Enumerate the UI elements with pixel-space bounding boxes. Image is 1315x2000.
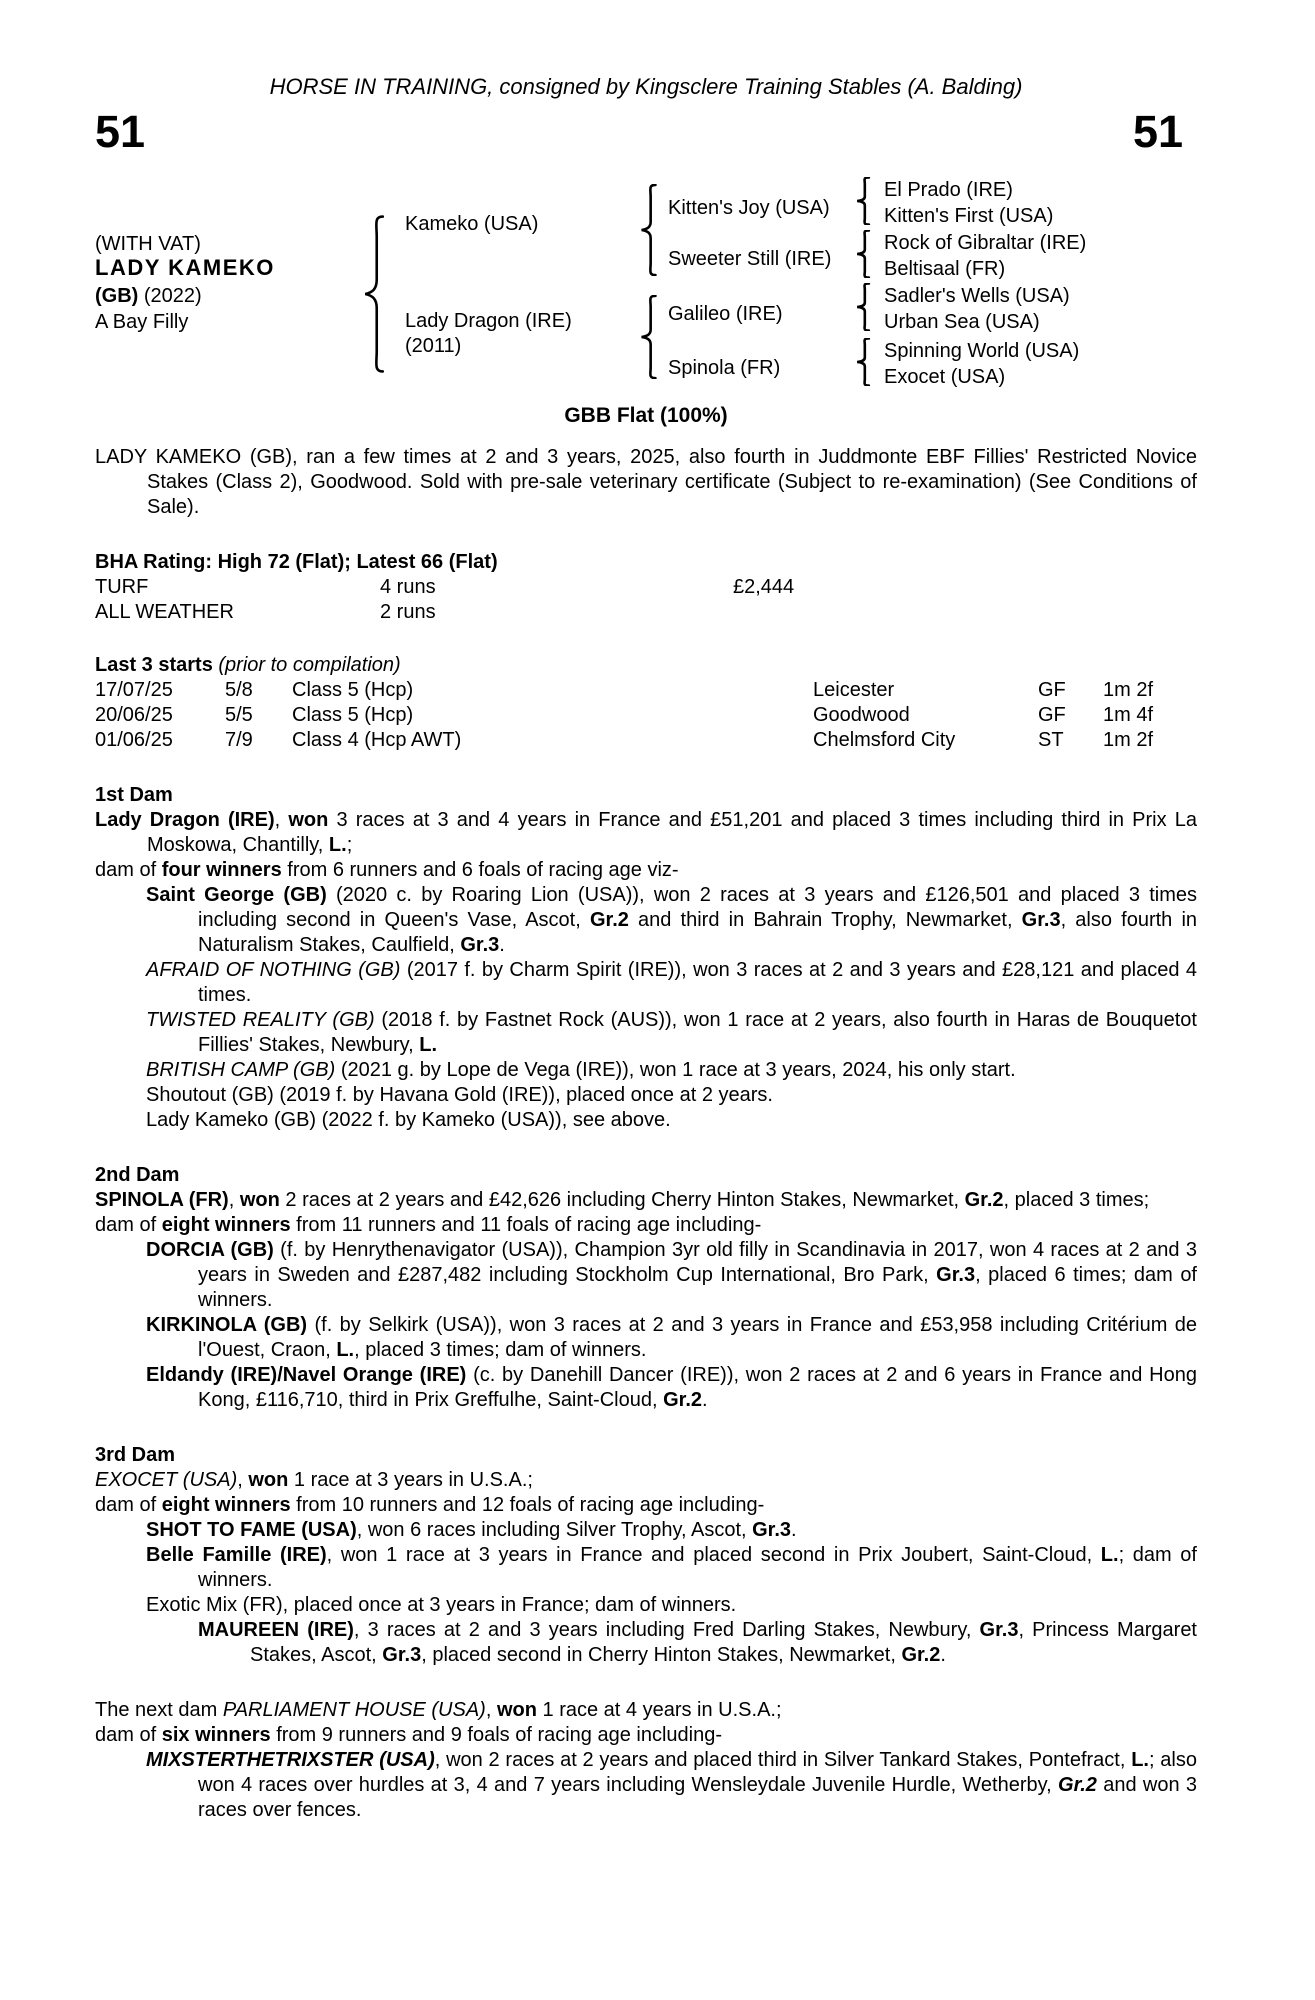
dam-name: Lady Dragon (IRE) xyxy=(405,310,572,332)
pedigree-brace xyxy=(855,283,871,331)
pedigree-paragraph xyxy=(95,1058,1197,1083)
text-run: . xyxy=(791,1519,797,1541)
text-run: , won 2 races at 2 years and placed third in Silver Tankard Stakes, Pontefract, xyxy=(434,1749,1132,1771)
text-run: 1 race at 3 years in U.S.A.; xyxy=(288,1469,533,1491)
great-grandparent-name: Rock of Gibraltar (IRE) xyxy=(884,232,1087,254)
text-run: and third in Bahrain Trophy, Newmarket, xyxy=(628,909,1022,931)
pedigree-paragraph xyxy=(95,1748,1197,1823)
text-run: , xyxy=(228,1189,240,1211)
text-run: 2 races at 2 years and £42,626 including Cherry Hinton Stakes, Newmarket, xyxy=(279,1189,965,1211)
grandparent-name: Spinola (FR) xyxy=(668,357,781,379)
text-run: Belle Famille (IRE) xyxy=(146,1544,327,1566)
text-run: DORCIA (GB) xyxy=(146,1239,274,1261)
start-course: Chelmsford City xyxy=(813,729,956,751)
text-run: L. xyxy=(328,834,347,856)
pedigree-brace xyxy=(855,230,871,278)
text-run: dam of xyxy=(95,1494,162,1516)
pedigree-brace xyxy=(639,184,658,276)
bha-rating-block xyxy=(95,550,1197,625)
start-position: 7/9 xyxy=(225,729,253,751)
text-run: The next dam xyxy=(95,1699,223,1721)
dam-section xyxy=(95,1443,1197,1668)
start-row xyxy=(95,703,1197,728)
text-run: L. xyxy=(336,1339,355,1361)
text-run: , placed 6 times; dam of winners. xyxy=(198,1264,1197,1311)
pedigree-paragraph xyxy=(95,1008,1197,1058)
pedigree-text-sections xyxy=(95,783,1197,1823)
text-run: , 3 races at 2 and 3 years including Fred Darling Stakes, Newbury, xyxy=(353,1619,980,1641)
text-run: dam of xyxy=(95,859,162,881)
pedigree-paragraph xyxy=(95,883,1197,958)
start-date: 17/07/25 xyxy=(95,679,173,701)
great-grandparent-name: Beltisaal (FR) xyxy=(884,258,1006,280)
pedigree-paragraph xyxy=(95,1543,1197,1593)
great-grandparent-name: Urban Sea (USA) xyxy=(884,311,1040,333)
great-grandparent-name: Spinning World (USA) xyxy=(884,340,1080,362)
catalogue-body xyxy=(95,403,1197,1823)
dam-year: (2011) xyxy=(405,335,462,357)
horse-suffix-year xyxy=(95,284,202,309)
great-grandparent-pair xyxy=(884,177,1053,229)
horse-name: LADY KAMEKO xyxy=(95,255,275,280)
grandparent-name: Kitten's Joy (USA) xyxy=(668,197,830,219)
great-grandparent-name: Kitten's First (USA) xyxy=(884,205,1054,227)
text-run: Lady Dragon (IRE) xyxy=(95,809,275,831)
text-run: Gr.3 xyxy=(382,1644,422,1666)
start-date: 01/06/25 xyxy=(95,729,173,751)
surface-label: ALL WEATHER xyxy=(95,601,234,623)
last-starts-block xyxy=(95,653,1197,753)
pedigree-tree xyxy=(0,160,1315,403)
pedigree-brace xyxy=(855,338,871,386)
last-starts-table xyxy=(95,678,1197,753)
text-run: , xyxy=(237,1469,249,1491)
text-run: eight winners xyxy=(161,1214,291,1236)
bha-stats-rows xyxy=(95,575,1197,625)
runs-count: 2 runs xyxy=(380,601,436,623)
start-going: ST xyxy=(1038,729,1064,751)
text-run: EXOCET (USA) xyxy=(95,1469,238,1491)
text-run: ; also won 4 races over hurdles at 3, 4 and 7 years including Wensleydale Juvenile Hurdle, Wetherby, xyxy=(198,1749,1197,1796)
pedigree-paragraph xyxy=(95,1493,1197,1518)
start-going: GF xyxy=(1038,679,1066,701)
pedigree-paragraph xyxy=(95,1238,1197,1313)
start-class: Class 4 (Hcp AWT) xyxy=(292,729,462,751)
lot-number-left: 51 xyxy=(95,106,146,157)
text-run: Gr.3 xyxy=(460,934,500,956)
start-distance: 1m 2f xyxy=(1103,729,1154,751)
section-heading: 1st Dam xyxy=(95,784,173,806)
great-grandparent-name: El Prado (IRE) xyxy=(884,179,1013,201)
text-run: Gr.2 xyxy=(1058,1774,1097,1796)
text-run: Gr.2 xyxy=(589,909,629,931)
text-run: Gr.3 xyxy=(752,1519,792,1541)
text-run: , xyxy=(485,1699,497,1721)
text-run: PARLIAMENT HOUSE (USA) xyxy=(222,1699,486,1721)
great-grandparent-pair xyxy=(884,230,1086,282)
text-run: Eldandy (IRE)/Navel Orange (IRE) xyxy=(146,1364,467,1386)
pedigree-paragraph xyxy=(95,1108,1197,1133)
pedigree-paragraph xyxy=(95,958,1197,1008)
grandparent-name: Galileo (IRE) xyxy=(668,303,783,325)
text-run: KIRKINOLA (GB) xyxy=(146,1314,308,1336)
surface-label: TURF xyxy=(95,576,149,598)
pedigree-paragraph xyxy=(95,1213,1197,1238)
text-run: Gr.2 xyxy=(663,1389,703,1411)
text-run: 3 races at 3 and 4 years in France and £51,201 and placed 3 times including third in Prix La Moskowa, Chantilly, xyxy=(147,809,1197,856)
pedigree-brace xyxy=(855,177,871,225)
text-run: Gr.3 xyxy=(936,1264,976,1286)
text-run: Shoutout (GB) (2019 f. by Havana Gold (IRE)), placed once at 2 years. xyxy=(146,1084,773,1106)
text-run: and won 3 races over fences. xyxy=(198,1774,1197,1821)
text-run: BRITISH CAMP (GB) xyxy=(146,1059,336,1081)
horse-description: A Bay Filly xyxy=(95,311,189,333)
vat-note: (WITH VAT) xyxy=(95,233,201,255)
pedigree-paragraph xyxy=(95,1468,1197,1493)
text-run: SHOT TO FAME (USA) xyxy=(146,1519,357,1541)
text-run: ; dam of winners. xyxy=(198,1544,1197,1591)
text-run: Gr.2 xyxy=(901,1644,941,1666)
start-position: 5/8 xyxy=(225,679,253,701)
text-run: eight winners xyxy=(161,1494,291,1516)
start-distance: 1m 4f xyxy=(1103,704,1154,726)
start-position: 5/5 xyxy=(225,704,253,726)
text-run: Saint George (GB) xyxy=(146,884,327,906)
pedigree-paragraph xyxy=(95,1083,1197,1108)
text-run: (2022) xyxy=(138,285,202,307)
pedigree-paragraph xyxy=(95,808,1197,858)
runs-count: 4 runs xyxy=(380,576,436,598)
text-run: from 10 runners and 12 foals of racing age including- xyxy=(290,1494,765,1516)
text-run: Gr.2 xyxy=(964,1189,1004,1211)
text-run: L. xyxy=(1100,1544,1119,1566)
bha-rating-heading: BHA Rating: High 72 (Flat); Latest 66 (Flat) xyxy=(95,551,498,573)
pedigree-paragraph xyxy=(95,1593,1197,1618)
pedigree-brace xyxy=(639,295,658,379)
start-date: 20/06/25 xyxy=(95,704,173,726)
text-run: (2017 f. by Charm Spirit (IRE)), won 3 races at 2 and 3 years and £28,121 and placed 4 times. xyxy=(198,959,1197,1006)
text-run: (GB) xyxy=(95,285,139,307)
text-run: , placed second in Cherry Hinton Stakes, Newmarket, xyxy=(421,1644,902,1666)
text-run: dam of xyxy=(95,1724,162,1746)
start-class: Class 5 (Hcp) xyxy=(292,704,414,726)
pedigree-paragraph xyxy=(95,1363,1197,1413)
start-going: GF xyxy=(1038,704,1066,726)
text-run: won xyxy=(248,1469,289,1491)
bha-stats-row xyxy=(95,575,1197,600)
start-row xyxy=(95,728,1197,753)
text-run: six winners xyxy=(161,1724,271,1746)
dam-section xyxy=(95,1698,1197,1823)
section-heading: 3rd Dam xyxy=(95,1444,176,1466)
text-run: MAUREEN (IRE) xyxy=(198,1619,354,1641)
text-run: (2018 f. by Fastnet Rock (AUS)), won 1 race at 2 years, also fourth in Haras de Bouquetot Fillies' Stakes, Newbury, xyxy=(198,1009,1197,1056)
text-run: AFRAID OF NOTHING (GB) xyxy=(146,959,401,981)
last-starts-heading-note: (prior to compilation) xyxy=(212,654,401,676)
great-grandparent-pair xyxy=(884,338,1079,390)
start-course: Leicester xyxy=(813,679,895,701)
pedigree-paragraph xyxy=(95,1518,1197,1543)
text-run: (2020 c. by Roaring Lion (USA)), won 2 races at 3 years and £126,501 and placed 3 times including second in Queen's Vase, Ascot, xyxy=(198,884,1197,931)
great-grandparent-name: Sadler's Wells (USA) xyxy=(884,285,1070,307)
sire-name: Kameko (USA) xyxy=(405,213,539,235)
pedigree-paragraph xyxy=(95,1188,1197,1213)
last-starts-heading-bold: Last 3 starts xyxy=(95,654,213,676)
pedigree-paragraph xyxy=(95,1313,1197,1363)
text-run: . xyxy=(499,934,505,956)
grandparent-name: Sweeter Still (IRE) xyxy=(668,248,832,270)
text-run: Lady Kameko (GB) (2022 f. by Kameko (USA)), see above. xyxy=(146,1109,671,1131)
pedigree-paragraph xyxy=(95,1698,1197,1723)
text-run: TWISTED REALITY (GB) xyxy=(146,1009,375,1031)
text-run: SPINOLA (FR) xyxy=(95,1189,229,1211)
text-run: , placed 3 times; dam of winners. xyxy=(354,1339,647,1361)
text-run: , won 6 races including Silver Trophy, Ascot, xyxy=(356,1519,753,1541)
text-run: won xyxy=(288,809,329,831)
text-run: won xyxy=(239,1189,280,1211)
dam-section xyxy=(95,783,1197,1133)
text-run: . xyxy=(940,1644,946,1666)
text-run: L. xyxy=(1131,1749,1149,1771)
text-run: LADY KAMEKO (GB), ran a few times at 2 and 3 years, 2025, also fourth in Juddmonte EBF Fillies' Restricted Novice Stakes (Class 2), Goodwood. Sold with pre-sale veterinary certificate (Subject to re-examination) (See Conditions of Sale). xyxy=(95,446,1197,518)
text-run: , placed 3 times; xyxy=(1003,1189,1150,1211)
last-starts-heading xyxy=(95,653,1197,678)
text-run: , won 1 race at 3 years in France and placed second in Prix Joubert, Saint-Cloud, xyxy=(326,1544,1101,1566)
text-run: MIXSTERTHETRIXSTER (USA) xyxy=(146,1749,435,1771)
dam-cell xyxy=(405,309,572,359)
pedigree-paragraph xyxy=(95,1723,1197,1748)
text-run: , xyxy=(274,809,289,831)
text-run: won xyxy=(496,1699,537,1721)
start-class: Class 5 (Hcp) xyxy=(292,679,414,701)
text-run: L. xyxy=(419,1034,438,1056)
gbb-scheme-label: GBB Flat (100%) xyxy=(564,404,728,427)
start-course: Goodwood xyxy=(813,704,910,726)
start-row xyxy=(95,678,1197,703)
text-run: Gr.3 xyxy=(979,1619,1019,1641)
great-grandparent-pair xyxy=(884,283,1070,335)
text-run: ; xyxy=(346,834,353,856)
text-run: Gr.3 xyxy=(1021,909,1061,931)
page-title: HORSE IN TRAINING, consigned by Kingsclere Training Stables (A. Balding) xyxy=(269,74,1023,99)
pedigree-paragraph xyxy=(95,1618,1197,1668)
text-run: from 9 runners and 9 foals of racing age including- xyxy=(270,1724,723,1746)
text-run: (2021 g. by Lope de Vega (IRE)), won 1 race at 3 years, 2024, his only start. xyxy=(335,1059,1016,1081)
text-run: (f. by Selkirk (USA)), won 3 races at 2 and 3 years in France and £53,958 including Critérium de l'Ouest, Craon, xyxy=(198,1314,1197,1361)
text-run: , Princess Margaret Stakes, Ascot, xyxy=(250,1619,1197,1666)
intro-paragraph xyxy=(95,445,1197,520)
text-run: dam of xyxy=(95,1214,162,1236)
text-run: from 6 runners and 6 foals of racing age viz- xyxy=(281,859,679,881)
text-run: (c. by Danehill Dancer (IRE)), won 2 races at 2 and 6 years in France and Hong Kong, £116,710, third in Prix Greffulhe, Saint-Cloud, xyxy=(198,1364,1197,1411)
text-run: (f. by Henrythenavigator (USA)), Champion 3yr old filly in Scandinavia in 2017, won 4 races at 2 and 3 years in Sweden and £287,482 including Stockholm Cup International, Bro Park, xyxy=(198,1239,1197,1286)
lot-number-right: 51 xyxy=(1132,106,1183,157)
earnings-value: £2,444 xyxy=(733,576,795,598)
great-grandparent-name: Exocet (USA) xyxy=(884,366,1006,388)
bha-stats-row xyxy=(95,600,1197,625)
text-run: 1 race at 4 years in U.S.A.; xyxy=(536,1699,782,1721)
pedigree-paragraph xyxy=(95,858,1197,883)
text-run: from 11 runners and 11 foals of racing age including- xyxy=(290,1214,762,1236)
text-run: , also fourth in Naturalism Stakes, Caulfield, xyxy=(198,909,1198,956)
pedigree-brace xyxy=(362,215,386,373)
section-heading: 2nd Dam xyxy=(95,1164,180,1186)
dam-section xyxy=(95,1163,1197,1413)
text-run: Exotic Mix (FR), placed once at 3 years in France; dam of winners. xyxy=(146,1594,737,1616)
text-run: four winners xyxy=(161,859,282,881)
text-run: . xyxy=(702,1389,708,1411)
start-distance: 1m 2f xyxy=(1103,679,1154,701)
